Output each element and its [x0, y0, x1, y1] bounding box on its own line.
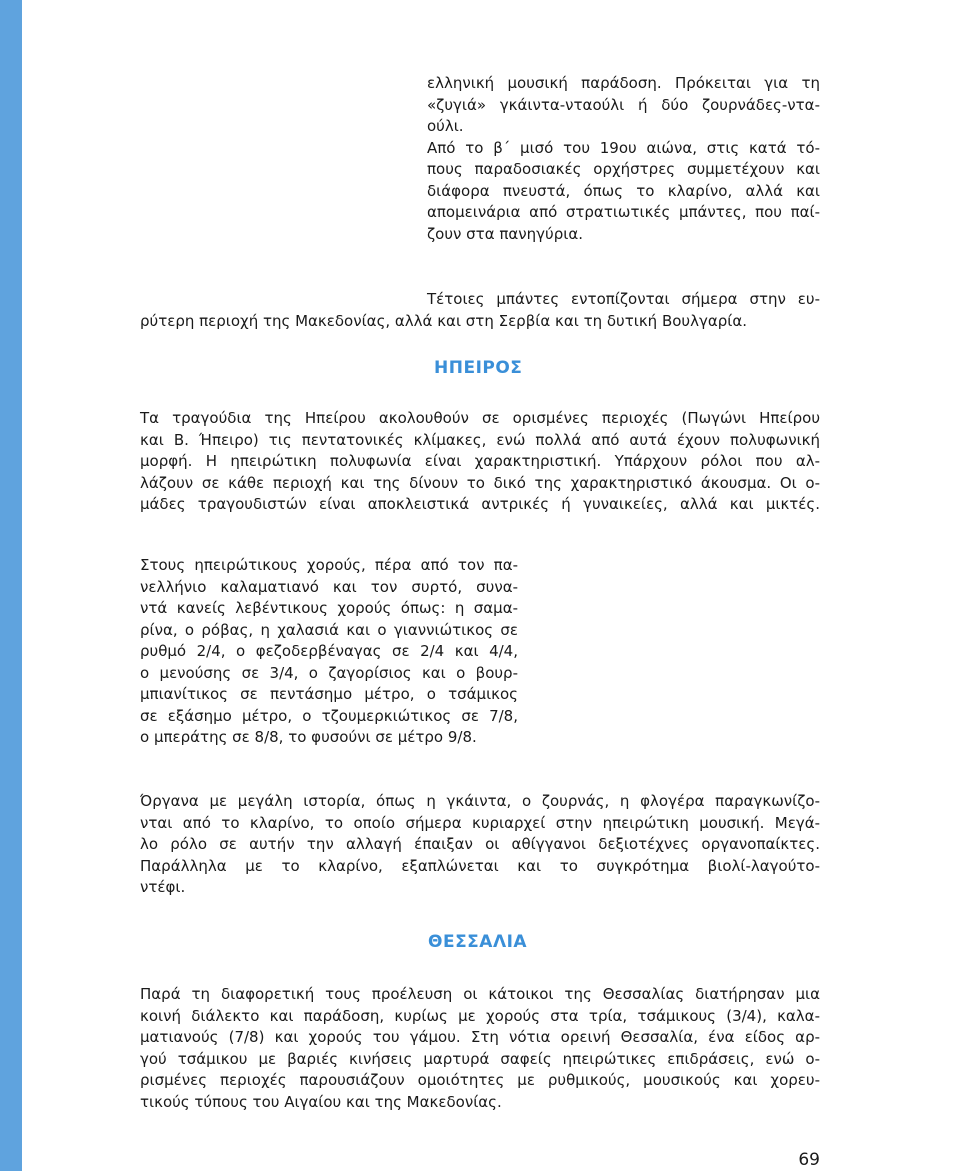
page-edge-bar	[0, 0, 22, 1171]
text-line: ζουν στα πανηγύρια.	[427, 224, 583, 243]
page-number: 69	[798, 1150, 820, 1170]
text-line: Παρά τη διαφορετική τους προέλευση οι κάτοικοι της Θεσσαλίας διατήρησαν μια	[140, 985, 820, 1003]
text-line: γού τσάμικου με βαριές κινήσεις μαρτυρά σαφείς ηπειρώτικες επιδράσεις, ενώ ο-	[140, 1049, 820, 1068]
text-line: ελληνική μουσική παράδοση. Πρόκειται για τη	[427, 74, 820, 92]
epirus-paragraph-1	[140, 408, 820, 516]
text-line: Παράλληλα με το κλαρίνο, εξαπλώνεται και το συγκρότημα βιολί-λαγούτο-	[140, 856, 820, 875]
text-line: Όργανα με μεγάλη ιστορία, όπως η γκάιντα, ο ζουρνάς, η φλογέρα παραγκωνίζο-	[140, 792, 820, 810]
text-line: Στους ηπειρώτικους χορούς, πέρα από τον πα-	[140, 556, 518, 574]
text-line: τικούς τύπους του Αιγαίου και της Μακεδονίας.	[140, 1092, 502, 1111]
text-line: σε εξάσημο μέτρο, ο τζουμερκιώτικος σε 7/8,	[140, 706, 518, 725]
text-line: μορφή. Η ηπειρώτικη πολυφωνία είναι χαρακτηριστική. Υπάρχουν ρόλοι που αλ-	[140, 452, 820, 470]
text-line: Από το β΄ μισό του 19ου αιώνα, στις κατά τό-	[427, 138, 820, 157]
text-line: νται από το κλαρίνο, το οποίο σήμερα κυριαρχεί στην ηπειρώτικη μουσική. Μεγά-	[140, 813, 820, 832]
thessaly-paragraph	[140, 984, 820, 1113]
text-line: ντέφι.	[140, 878, 186, 896]
text-line: ο μενούσης σε 3/4, ο ζαγορίσιος και ο βουρ-	[140, 663, 518, 682]
text-line: διάφορα πνευστά, όπως το κλαρίνο, αλλά και	[427, 181, 820, 200]
epirus-paragraph-2	[140, 555, 518, 749]
text-line: ρισμένες περιοχές παρουσιάζουν ομοιότητες με ρυθμικούς, μουσικούς και χορευ-	[140, 1071, 820, 1089]
text-line: ματιανούς (7/8) και χορούς του γάμου. Στη νότια ορεινή Θεσσαλία, ένα είδος αρ-	[140, 1028, 820, 1046]
text-line: ο μπεράτης σε 8/8, το φυσούνι σε μέτρο 9/8.	[140, 728, 477, 746]
text-line: Τα τραγούδια της Ηπείρου ακολουθούν σε ορισμένες περιοχές (Πωγώνι Ηπείρου	[140, 409, 820, 427]
text-line: λάζουν σε κάθε περιοχή και της δίνουν το δικό της χαρακτηριστικό άκουσμα. Οι ο-	[140, 473, 820, 492]
text-line: μάδες τραγουδιστών είναι αποκλειστικά αντρικές ή γυναικείες, αλλά και μικτές.	[140, 495, 820, 513]
text-line: απομεινάρια από στρατιωτικές μπάντες, που παί-	[427, 203, 820, 221]
text-line: κοινή διάλεκτο και παράδοση, κυρίως με χορούς στα τρία, τσάμικους (3/4), καλα-	[140, 1006, 820, 1025]
text-line: ρίνα, ο ρόβας, η χαλασιά και ο γιαννιώτικος σε	[140, 620, 518, 639]
text-line: πους παραδοσιακές ορχήστρες συμμετέχουν και	[427, 160, 820, 178]
text-line: και Β. Ήπειρο) τις πεντατονικές κλίμακες, ενώ πολλά από αυτά έχουν πολυφωνική	[140, 430, 820, 449]
intro-block	[427, 73, 820, 245]
text-line: «ζυγιά» γκάιντα-νταούλι ή δύο ζουρνάδες-ντα-	[427, 95, 820, 114]
text-line: Τέτοιες μπάντες εντοπίζονται σήμερα στην ευ-	[427, 290, 820, 308]
section-heading-thessaly: ΘΕΣΣΑΛΙΑ	[428, 932, 528, 952]
text-line: ρύτερη περιοχή της Μακεδονίας, αλλά και στη Σερβία και τη δυτική Βουλγαρία.	[140, 311, 748, 330]
text-line: ρυθμό 2/4, ο φεζοδερβέναγας σε 2/4 και 4/4,	[140, 642, 518, 660]
text-line: νελλήνιο καλαματιανό και τον συρτό, συνα-	[140, 577, 518, 596]
text-line: λο ρόλο σε αυτήν την αλλαγή έπαιξαν οι αθίγγανοι δεξιοτέχνες οργανοπαίκτες.	[140, 835, 820, 853]
text-line: ούλι.	[427, 117, 464, 135]
text-line: μπιανίτικος σε πεντάσημο μέτρο, ο τσάμικος	[140, 685, 518, 703]
epirus-paragraph-3	[140, 791, 820, 899]
text-line: ντά κανείς λεβέντικους χορούς όπως: η σαμα-	[140, 599, 518, 617]
section-heading-epirus: ΗΠΕΙΡΟΣ	[434, 358, 523, 378]
bands-paragraph	[140, 289, 820, 332]
